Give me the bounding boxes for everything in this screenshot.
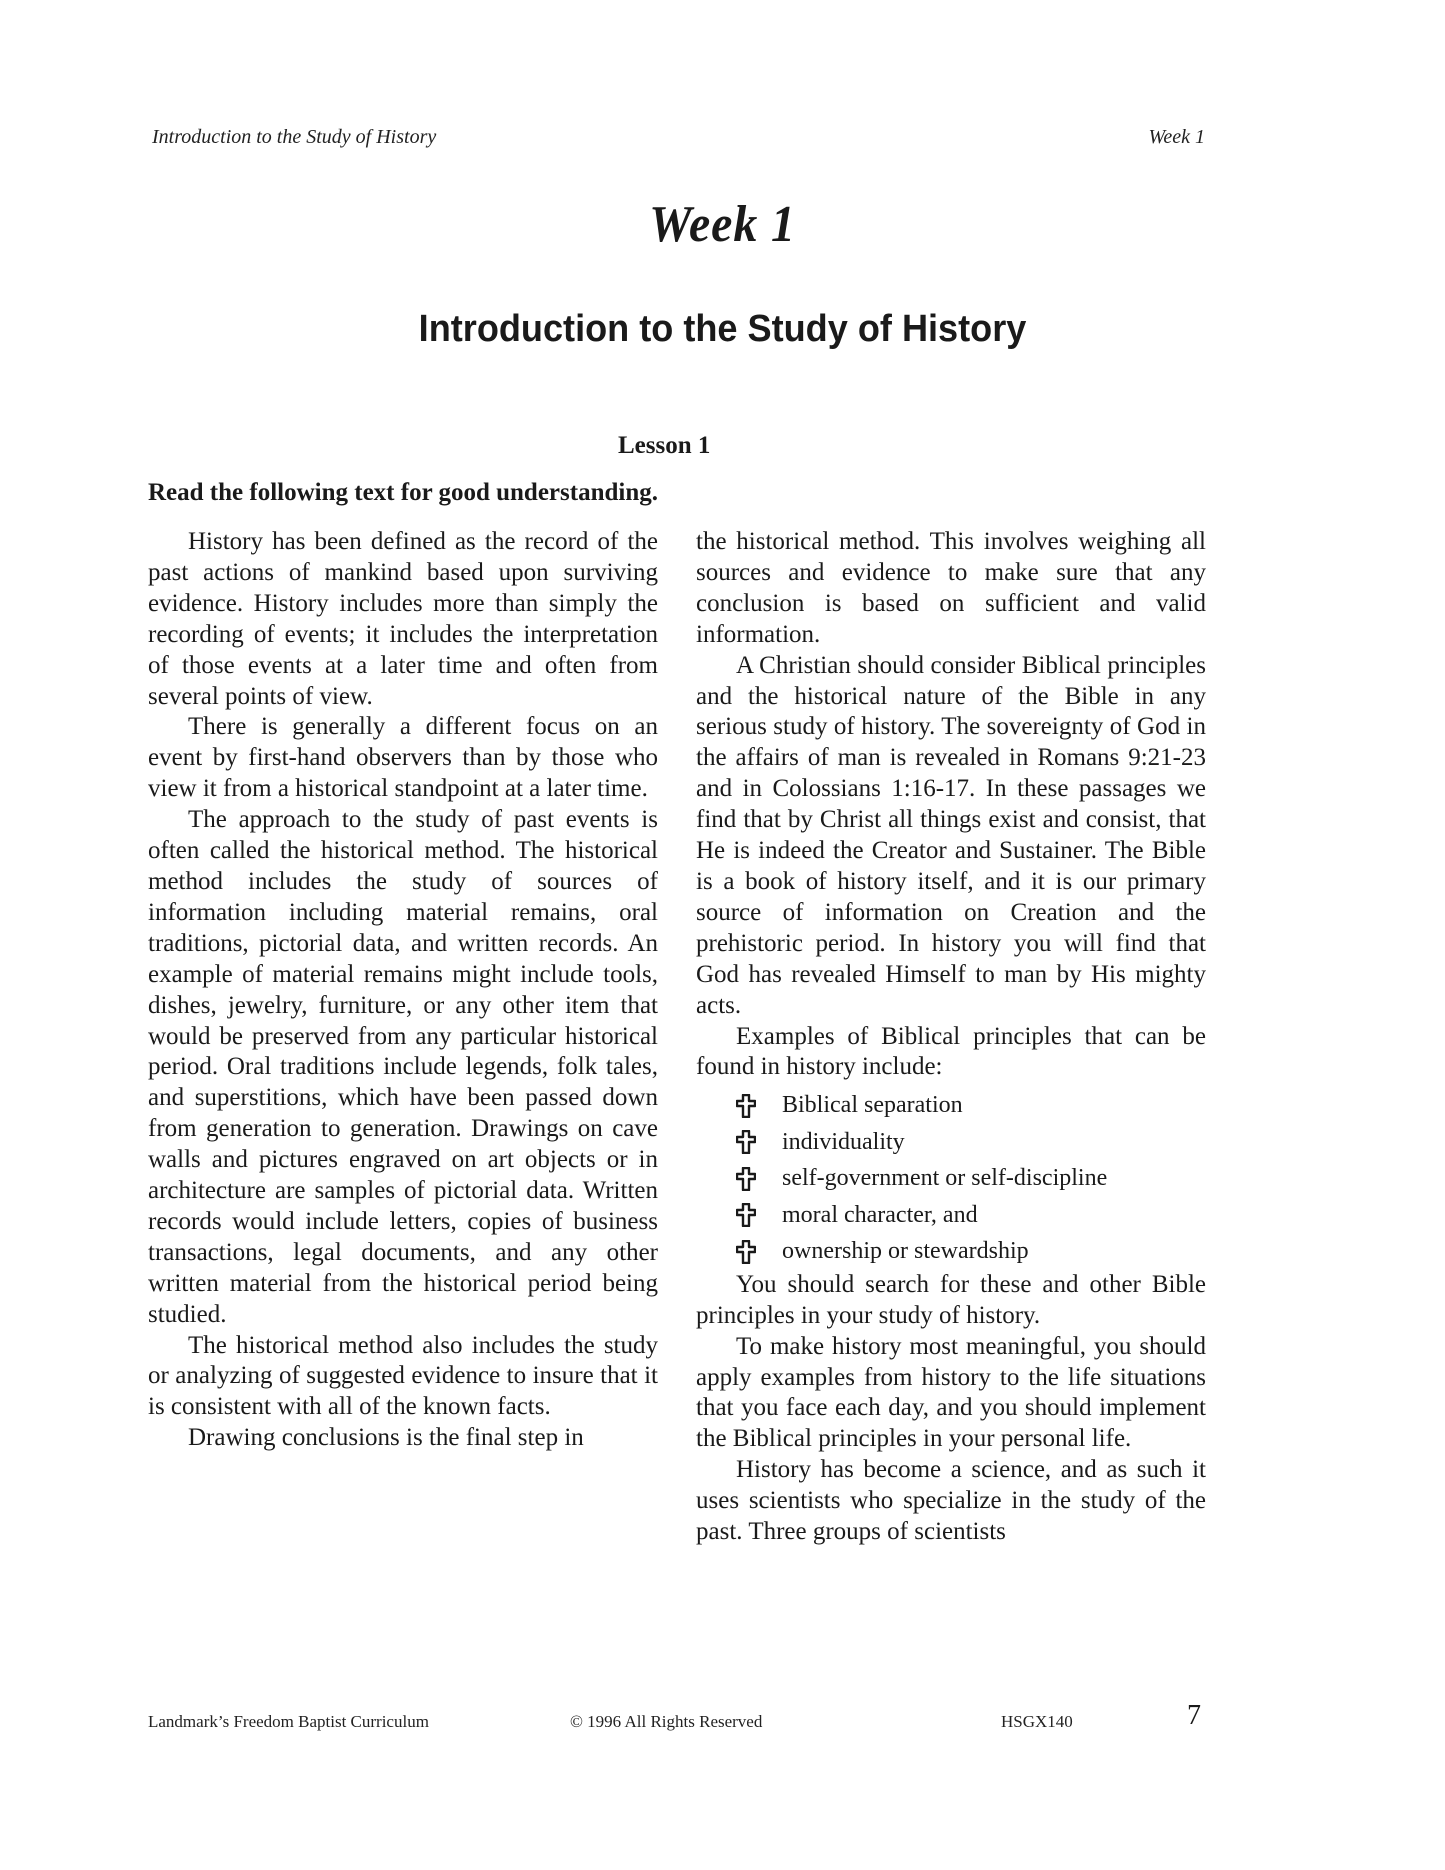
list-item	[736, 1160, 1206, 1197]
list-item-label: ownership or stewardship	[782, 1238, 1029, 1265]
list-item	[736, 1233, 1206, 1270]
running-head-title: Introduction to the Study of History	[152, 126, 437, 148]
cross-icon	[736, 1094, 756, 1118]
list-item	[736, 1124, 1206, 1161]
paragraph: A Christian should consider Biblical principles and the historical nature of the Bible in any serious study of history. The sovereignty of God in the affairs of man is revealed in Romans 9:21-23 and in Colossians 1:16-17. In these passages we find that by Christ all things exist and consist, that He is indeed the Creator and Sustainer. The Bible is a book of history itself, and it is our primary source of information on Creation and the prehistoric period. In history you will find that God has revealed Himself to man by His mighty acts.	[696, 651, 1206, 1019]
paragraph-continuation: the historical method. This involves weighing all sources and evidence to make sure that any conclusion is based on sufficient and valid information.	[696, 528, 1206, 648]
list-item	[736, 1087, 1206, 1124]
list-item-label: individuality	[782, 1128, 905, 1155]
paragraph: History has become a science, and as such it uses scientists who specialize in the study of the past. Three groups of scientists	[696, 1456, 1206, 1546]
footer-course-code: HSGX140	[1001, 1712, 1073, 1731]
paragraph: Drawing conclusions is the final step in	[188, 1424, 584, 1452]
week-title: Week 1	[649, 196, 796, 253]
list-item-label: self-government or self-discipline	[782, 1165, 1108, 1192]
paragraph: History has been defined as the record of the past actions of mankind based upon surviving evidence. History includes more than simply the recording of events; it includes the interpretation of those events at a later time and often from several points of view.	[148, 528, 658, 710]
paragraph: To make history most meaningful, you should apply examples from history to the life situations that you face each day, and you should implement the Biblical principles in your personal life.	[696, 1332, 1206, 1453]
cross-icon	[736, 1130, 756, 1154]
page-title: Introduction to the Study of History	[418, 308, 1027, 350]
right-column	[696, 527, 1206, 1548]
left-column	[148, 527, 658, 1454]
cross-icon	[736, 1240, 756, 1264]
paragraph: You should search for these and other Bible principles in your study of history.	[696, 1270, 1206, 1329]
footer-copyright: © 1996 All Rights Reserved	[570, 1712, 763, 1731]
biblical-principles-list	[696, 1087, 1206, 1270]
page-number: 7	[1187, 1700, 1201, 1731]
lesson-heading: Lesson 1	[618, 432, 711, 459]
list-item-label: Biblical separation	[782, 1092, 963, 1119]
list-item	[736, 1197, 1206, 1234]
paragraph: The historical method also includes the study or analyzing of suggested evidence to insure that it is consistent with all of the known facts.	[148, 1331, 658, 1421]
paragraph: There is generally a different focus on an event by first-hand observers than by those who view it from a historical standpoint at a later time.	[148, 713, 658, 803]
running-head-week: Week 1	[1148, 126, 1205, 148]
paragraph: The approach to the study of past events is often called the historical method. The historical method includes the study of sources of information including material remains, oral traditions, pictorial data, and written records. An example of material remains might include tools, dishes, jewelry, furniture, or any other item that would be preserved from any particular historical period. Oral traditions include legends, folk tales, and superstitions, which have been passed down from generation to generation. Drawings on cave walls and pictures engraved on art objects or in architecture are samples of pictorial data. Written records would include letters, copies of business transactions, legal documents, and any other written material from the historical period being studied.	[148, 806, 658, 1328]
cross-icon	[736, 1203, 756, 1227]
paragraph: Examples of Biblical principles that can be found in history include:	[696, 1022, 1206, 1081]
list-item-label: moral character, and	[782, 1201, 978, 1228]
cross-icon	[736, 1167, 756, 1191]
footer-publisher: Landmark’s Freedom Baptist Curriculum	[148, 1712, 429, 1731]
reading-instruction: Read the following text for good understanding.	[148, 479, 658, 506]
